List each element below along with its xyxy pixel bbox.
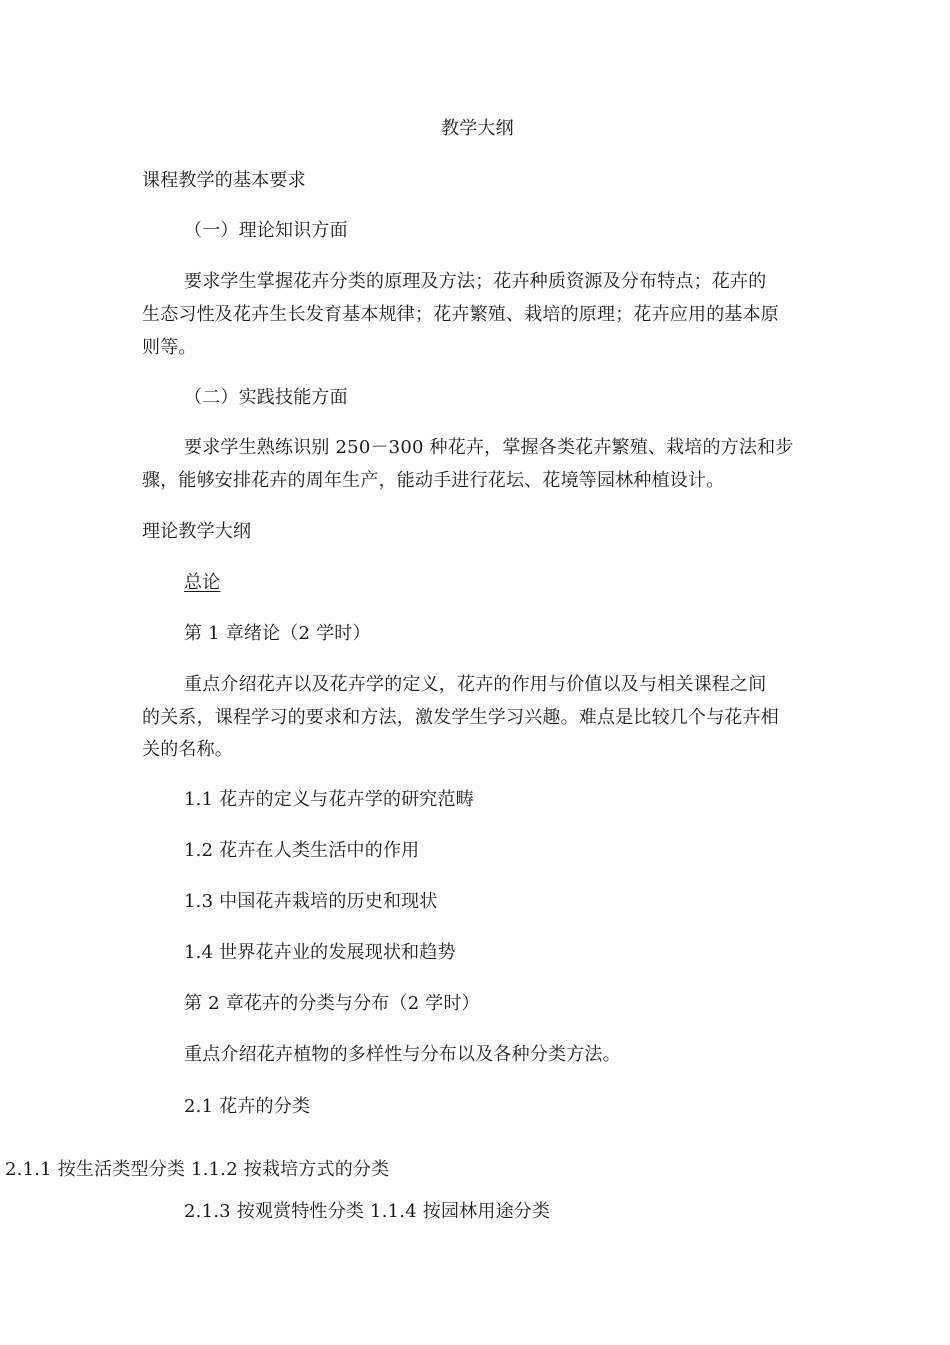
paragraph-line: 的关系，课程学习的要求和方法，激发学生学习兴趣。难点是比较几个与花卉相: [142, 707, 779, 728]
list-item: 1.2 花卉在人类生活中的作用: [184, 840, 420, 861]
general-heading: 总论: [184, 572, 221, 593]
section-heading-syllabus: 理论教学大纲: [142, 521, 252, 542]
list-item: 2.1 花卉的分类: [184, 1096, 311, 1117]
paragraph-line: 则等。: [142, 337, 197, 358]
sub-list-item: 2.1.3 按观赏特性分类 1.1.4 按园林用途分类: [184, 1201, 551, 1222]
paragraph-line: 生态习性及花卉生长发育基本规律；花卉繁殖、栽培的原理；花卉应用的基本原: [142, 304, 779, 325]
paragraph-line: 骤，能够安排花卉的周年生产，能动手进行花坛、花境等园林种植设计。: [142, 470, 725, 491]
list-item: 1.3 中国花卉栽培的历史和现状: [184, 891, 438, 912]
paragraph-line: 要求学生熟练识别 250－300 种花卉，掌握各类花卉繁殖、栽培的方法和步: [184, 437, 794, 458]
chapter1-title: 第 1 章绪论（2 学时）: [184, 623, 371, 644]
subheading-theory: （一）理论知识方面: [184, 220, 348, 241]
paragraph-line: 要求学生掌握花卉分类的原理及方法；花卉种质资源及分布特点；花卉的: [184, 271, 767, 292]
chapter2-title: 第 2 章花卉的分类与分布（2 学时）: [184, 993, 480, 1014]
subheading-practice: （二）实践技能方面: [184, 387, 348, 408]
list-item: 1.1 花卉的定义与花卉学的研究范畴: [184, 789, 474, 810]
paragraph-line: 重点介绍花卉以及花卉学的定义，花卉的作用与价值以及与相关课程之间: [184, 674, 767, 695]
section-heading-requirements: 课程教学的基本要求: [142, 170, 306, 191]
chapter2-paragraph: 重点介绍花卉植物的多样性与分布以及各种分类方法。: [184, 1044, 621, 1065]
document-title: 教学大纲: [441, 118, 514, 139]
sub-list-item: 2.1.1 按生活类型分类 1.1.2 按栽培方式的分类: [5, 1159, 390, 1180]
paragraph-line: 关的名称。: [142, 739, 233, 760]
list-item: 1.4 世界花卉业的发展现状和趋势: [184, 942, 456, 963]
